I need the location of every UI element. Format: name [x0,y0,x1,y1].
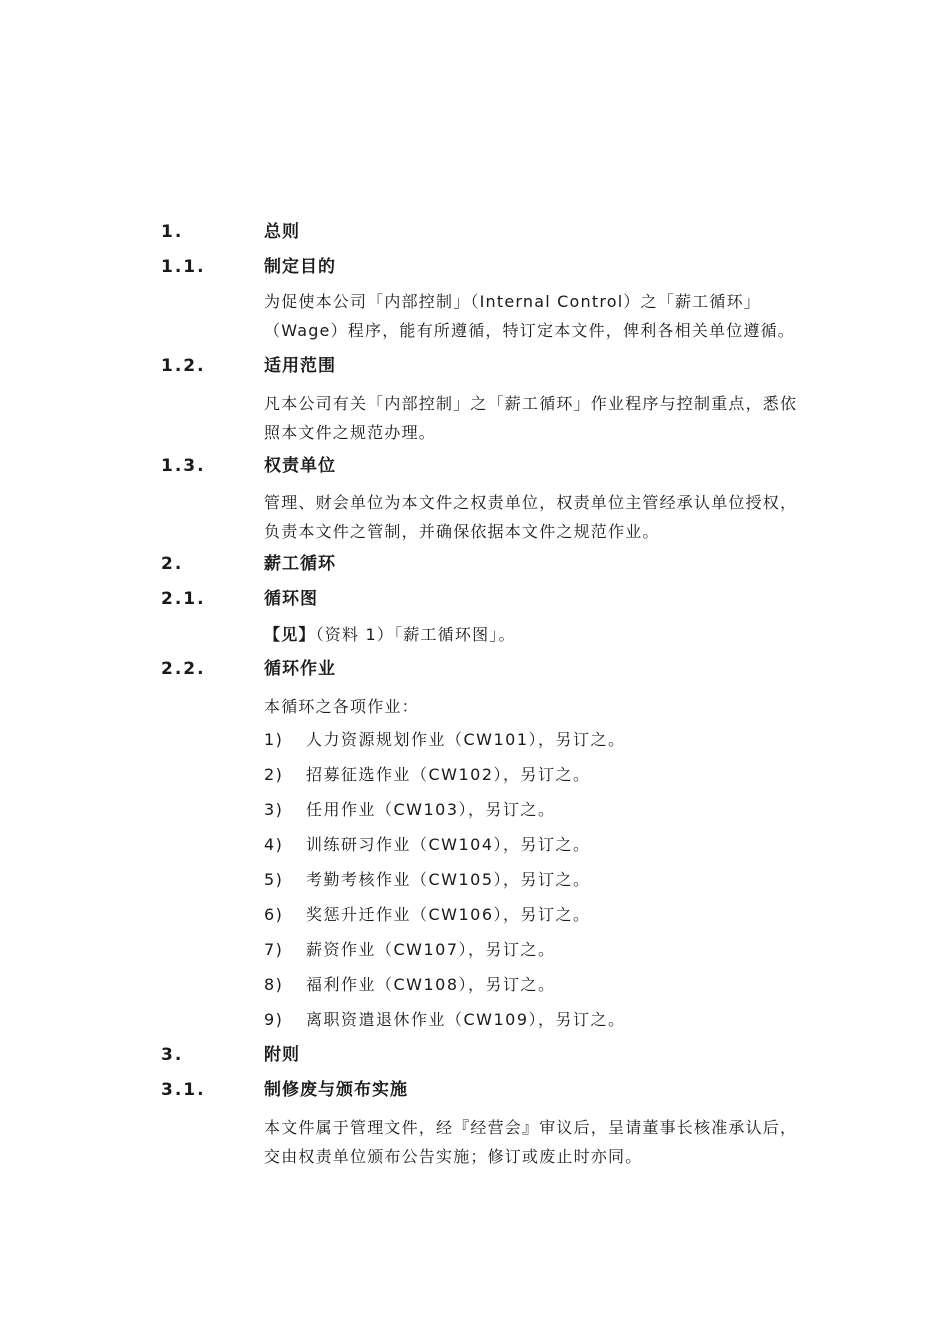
paragraph-cycle-chart-ref [264,620,864,649]
section-number: 2. [161,554,184,574]
list-item-number: 5) [264,870,284,889]
list-item-number: 2) [264,765,284,784]
list-item-number: 9) [264,1010,284,1029]
paragraph-line: 管理、财会单位为本文件之权责单位，权责单位主管经承认单位授权， [264,493,798,512]
section-title: 总则 [264,222,300,242]
paragraph-purpose [264,287,864,345]
section-heading-1 [0,217,950,247]
section-heading-1-3 [0,451,950,481]
section-title: 附则 [264,1045,300,1065]
section-number: 1.3. [161,456,206,476]
list-item-text: 招募征选作业（CW102），另订之。 [306,765,591,784]
paragraph-line: 为促使本公司「内部控制」（Internal Control）之「薪工循环」 [264,292,761,311]
section-number: 2.1. [161,589,206,609]
paragraph-line: 交由权责单位颁布公告实施；修订或废止时亦同。 [264,1147,643,1166]
list-item-number: 4) [264,835,284,854]
section-heading-1-1 [0,252,950,282]
paragraph-issuance [264,1113,864,1171]
list-item-text: 离职资遣退休作业（CW109），另订之。 [306,1010,626,1029]
reference-text: （资料 1）「薪工循环图」。 [315,625,516,644]
section-title: 循环图 [264,589,318,609]
section-heading-1-2 [0,351,950,381]
paragraph-line: 本文件属于管理文件，经『经营会』审议后，呈请董事长核准承认后， [264,1118,798,1137]
section-number: 3.1. [161,1080,206,1100]
list-item-text: 考勤考核作业（CW105），另订之。 [306,870,591,889]
list-item-number: 1) [264,730,284,749]
section-number: 1. [161,222,184,242]
section-title: 权责单位 [264,456,336,476]
section-heading-2-1 [0,584,950,614]
list-item-text: 奖惩升迁作业（CW106），另订之。 [306,905,591,924]
list-item-text: 任用作业（CW103），另订之。 [306,800,556,819]
section-number: 1.2. [161,356,206,376]
list-item-text: 人力资源规划作业（CW101），另订之。 [306,730,626,749]
paragraph-line: （Wage）程序，能有所遵循，特订定本文件，俾利各相关单位遵循。 [264,321,796,340]
section-number: 1.1. [161,257,206,277]
section-heading-3-1 [0,1075,950,1105]
paragraph-line: 本循环之各项作业： [264,697,419,716]
paragraph-line: 照本文件之规范办理。 [264,423,437,442]
section-heading-3 [0,1040,950,1070]
paragraph-responsibility [264,488,864,546]
paragraph-cycle-intro [264,692,864,721]
list-item-number: 7) [264,940,284,959]
section-title: 适用范围 [264,356,336,376]
section-title: 制修废与颁布实施 [264,1080,408,1100]
paragraph-line: 负责本文件之管制，并确保依据本文件之规范作业。 [264,522,660,541]
list-item-text: 薪资作业（CW107），另订之。 [306,940,556,959]
list-item-number: 8) [264,975,284,994]
section-heading-2-2 [0,654,950,684]
list-item-number: 6) [264,905,284,924]
paragraph-scope [264,389,864,447]
paragraph-line: 凡本公司有关「内部控制」之「薪工循环」作业程序与控制重点，悉依 [264,394,798,413]
list-item-text: 训练研习作业（CW104），另订之。 [306,835,591,854]
section-number: 3. [161,1045,184,1065]
list-item-text: 福利作业（CW108），另订之。 [306,975,556,994]
paragraph-line [264,620,864,649]
list-item-number: 3) [264,800,284,819]
section-title: 薪工循环 [264,554,336,574]
section-heading-2 [0,549,950,579]
section-title: 制定目的 [264,257,336,277]
section-number: 2.2. [161,659,206,679]
section-title: 循环作业 [264,659,336,679]
reference-marker: 【见】 [264,625,316,644]
